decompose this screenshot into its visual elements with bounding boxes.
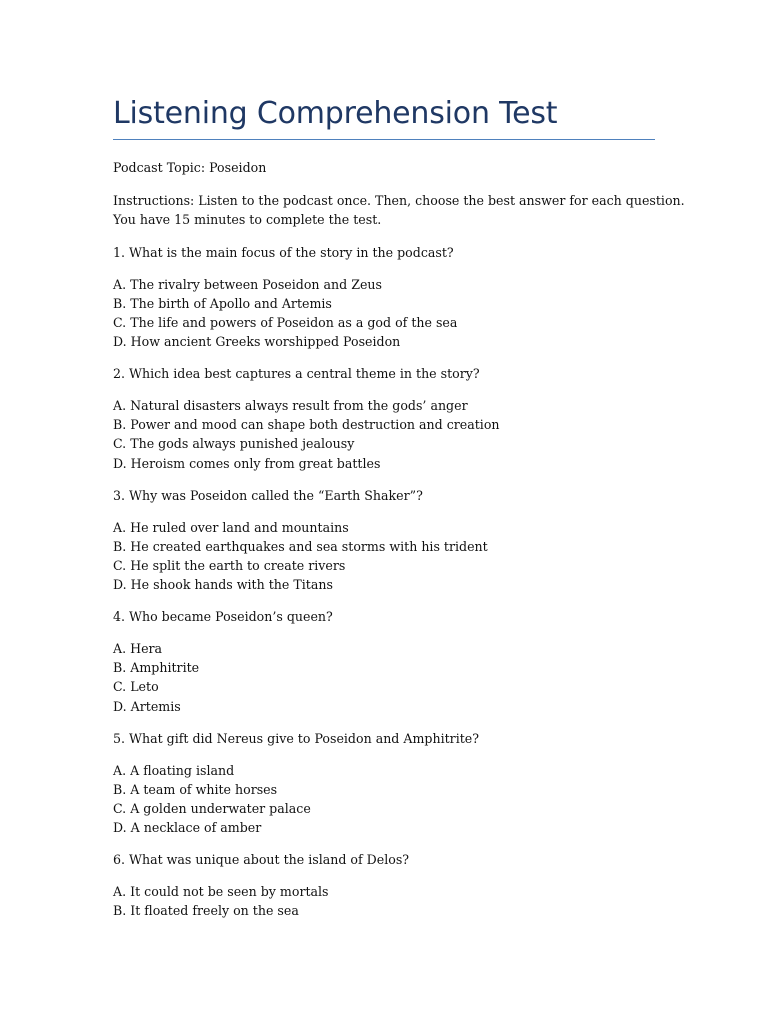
question-6-prompt: 6. What was unique about the island of Delos?	[113, 852, 410, 867]
question-4-option-a: A. Hera	[113, 641, 163, 656]
question-3-option-d: D. He shook hands with the Titans	[113, 577, 333, 592]
question-4-prompt: 4. Who became Poseidon’s queen?	[113, 609, 333, 624]
question-1-prompt: 1. What is the main focus of the story in the podcast?	[113, 245, 454, 260]
question-4-option-d: D. Artemis	[113, 699, 181, 714]
question-2-option-a: A. Natural disasters always result from the gods’ anger	[113, 398, 468, 413]
document-title: Listening Comprehension Test	[113, 96, 558, 131]
question-4-option-b: B. Amphitrite	[113, 660, 200, 675]
question-1-option-c: C. The life and powers of Poseidon as a god of the sea	[113, 315, 458, 330]
question-1-option-d: D. How ancient Greeks worshipped Poseidon	[113, 334, 401, 349]
question-2-option-d: D. Heroism comes only from great battles	[113, 456, 381, 471]
question-5-option-a: A. A floating island	[113, 763, 235, 778]
instructions-line-1: Instructions: Listen to the podcast once. Then, choose the best answer for each question.	[113, 193, 685, 208]
instructions-line-2: You have 15 minutes to complete the test.	[113, 212, 382, 227]
question-1-option-b: B. The birth of Apollo and Artemis	[113, 296, 332, 311]
question-2-option-c: C. The gods always punished jealousy	[113, 436, 355, 451]
question-5-option-d: D. A necklace of amber	[113, 820, 262, 835]
question-3-option-b: B. He created earthquakes and sea storms with his trident	[113, 539, 488, 554]
question-2-prompt: 2. Which idea best captures a central theme in the story?	[113, 366, 480, 381]
question-3-prompt: 3. Why was Poseidon called the “Earth Shaker”?	[113, 488, 423, 503]
title-underline	[113, 139, 655, 140]
question-5-option-c: C. A golden underwater palace	[113, 801, 311, 816]
podcast-topic: Podcast Topic: Poseidon	[113, 160, 267, 175]
question-3-option-a: A. He ruled over land and mountains	[113, 520, 349, 535]
question-3-option-c: C. He split the earth to create rivers	[113, 558, 346, 573]
question-6-option-b: B. It floated freely on the sea	[113, 903, 299, 918]
question-1-option-a: A. The rivalry between Poseidon and Zeus	[113, 277, 382, 292]
question-5-option-b: B. A team of white horses	[113, 782, 278, 797]
question-2-option-b: B. Power and mood can shape both destruction and creation	[113, 417, 500, 432]
question-6-option-a: A. It could not be seen by mortals	[113, 884, 329, 899]
question-5-prompt: 5. What gift did Nereus give to Poseidon and Amphitrite?	[113, 731, 479, 746]
question-4-option-c: C. Leto	[113, 679, 159, 694]
